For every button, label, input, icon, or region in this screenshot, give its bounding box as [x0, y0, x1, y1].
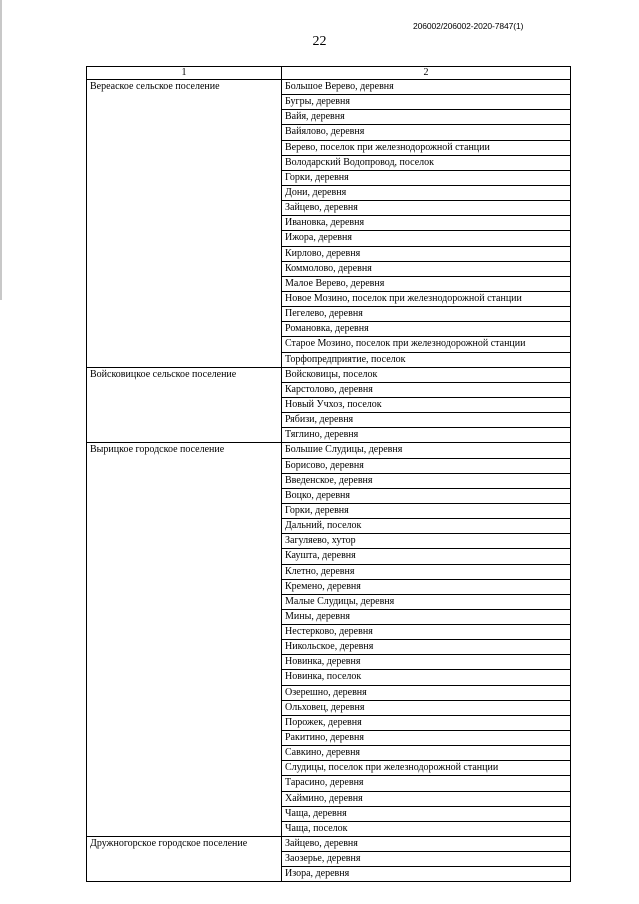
- settlement-entry: Новый Учхоз, поселок: [282, 397, 570, 412]
- settlement-entry: Горки, деревня: [282, 503, 570, 518]
- district-name: Войсковицкое сельское поселение: [87, 367, 282, 443]
- column-header-1: 1: [87, 67, 282, 80]
- settlement-entry: Борисово, деревня: [282, 458, 570, 473]
- settlement-entry: Ивановка, деревня: [282, 215, 570, 230]
- settlement-entry: Романовка, деревня: [282, 321, 570, 336]
- settlement-entry: Тяглино, деревня: [282, 427, 570, 442]
- table-row: [87, 443, 571, 837]
- settlement-entry: Загуляево, хутор: [282, 533, 570, 548]
- settlement-entry: Старое Мозино, поселок при железнодорожной станции: [282, 336, 570, 351]
- table-row: [87, 837, 571, 882]
- settlement-entry: Кирлово, деревня: [282, 246, 570, 261]
- column-header-2: 2: [282, 67, 571, 80]
- district-name: Дружногорское городское поселение: [87, 837, 282, 882]
- settlement-entry: Новинка, деревня: [282, 654, 570, 669]
- settlement-entry: Зайцево, деревня: [285, 838, 358, 850]
- settlement-entry: Дальний, поселок: [282, 518, 570, 533]
- settlements-table: [86, 66, 571, 882]
- settlement-entry: Карстолово, деревня: [282, 382, 570, 397]
- settlement-list: [282, 80, 571, 368]
- settlement-entry: Коммолово, деревня: [282, 261, 570, 276]
- settlement-entry: Зайцево, деревня: [282, 200, 570, 215]
- settlement-entry: Ракитино, деревня: [282, 730, 570, 745]
- settlement-entry: Никольское, деревня: [282, 639, 570, 654]
- settlement-entry: Савкино, деревня: [282, 745, 570, 760]
- table-row: [87, 80, 571, 368]
- district-name: Вереаское сельское поселение: [87, 80, 282, 368]
- district-name: Вырицкое городское поселение: [87, 443, 282, 837]
- settlement-entry: Бугры, деревня: [282, 94, 570, 109]
- settlement-entry: Тарасино, деревня: [282, 775, 570, 790]
- table-header-row: [87, 67, 571, 80]
- settlement-entry: Горки, деревня: [282, 170, 570, 185]
- settlement-list: [282, 367, 571, 443]
- settlement-entry: Каушта, деревня: [282, 548, 570, 563]
- settlement-entry: Верево, поселок при железнодорожной станции: [282, 140, 570, 155]
- settlement-entry: Малое Верево, деревня: [282, 276, 570, 291]
- settlement-entry: Нестерково, деревня: [282, 624, 570, 639]
- settlement-entry: Новое Мозино, поселок при железнодорожной станции: [282, 291, 570, 306]
- settlement-entry: Торфопредприятие, поселок: [282, 352, 570, 367]
- table-row: [87, 367, 571, 443]
- settlement-entry: Кремено, деревня: [282, 579, 570, 594]
- settlement-entry: Клетно, деревня: [282, 564, 570, 579]
- settlement-entry: Мины, деревня: [282, 609, 570, 624]
- settlement-entry: Вайялово, деревня: [282, 124, 570, 139]
- settlement-entry: Вайя, деревня: [282, 109, 570, 124]
- settlement-entry: Порожек, деревня: [282, 715, 570, 730]
- settlement-entry: Введенское, деревня: [282, 473, 570, 488]
- settlement-entry: Володарский Водопровод, поселок: [282, 155, 570, 170]
- settlement-list: [282, 443, 571, 837]
- document-number: 206002/206002-2020-7847(1): [413, 21, 524, 31]
- page-number: 22: [312, 34, 327, 49]
- settlement-entry: Новинка, поселок: [282, 669, 570, 684]
- settlement-entry: Большие Слудицы, деревня: [285, 444, 403, 456]
- settlement-entry: Слудицы, поселок при железнодорожной станции: [282, 760, 570, 775]
- settlement-entry: Дони, деревня: [282, 185, 570, 200]
- settlement-entry: Чаща, деревня: [282, 806, 570, 821]
- settlement-list: [282, 837, 571, 882]
- settlement-entry: Изора, деревня: [282, 866, 570, 881]
- settlement-entry: Заозерье, деревня: [282, 851, 570, 866]
- settlement-entry: Рябизи, деревня: [282, 412, 570, 427]
- settlement-entry: Малые Слудицы, деревня: [282, 594, 570, 609]
- settlement-entry: Ольховец, деревня: [282, 700, 570, 715]
- settlement-entry: Чаща, поселок: [282, 821, 570, 836]
- settlement-entry: Большое Верево, деревня: [285, 81, 394, 92]
- settlement-entry: Пегелево, деревня: [282, 306, 570, 321]
- settlement-entry: Хаймино, деревня: [282, 791, 570, 806]
- settlement-entry: Ижора, деревня: [282, 230, 570, 245]
- settlement-entry: Воцко, деревня: [282, 488, 570, 503]
- settlement-entry: Войсковицы, поселок: [285, 368, 378, 380]
- settlement-entry: Озерешно, деревня: [282, 685, 570, 700]
